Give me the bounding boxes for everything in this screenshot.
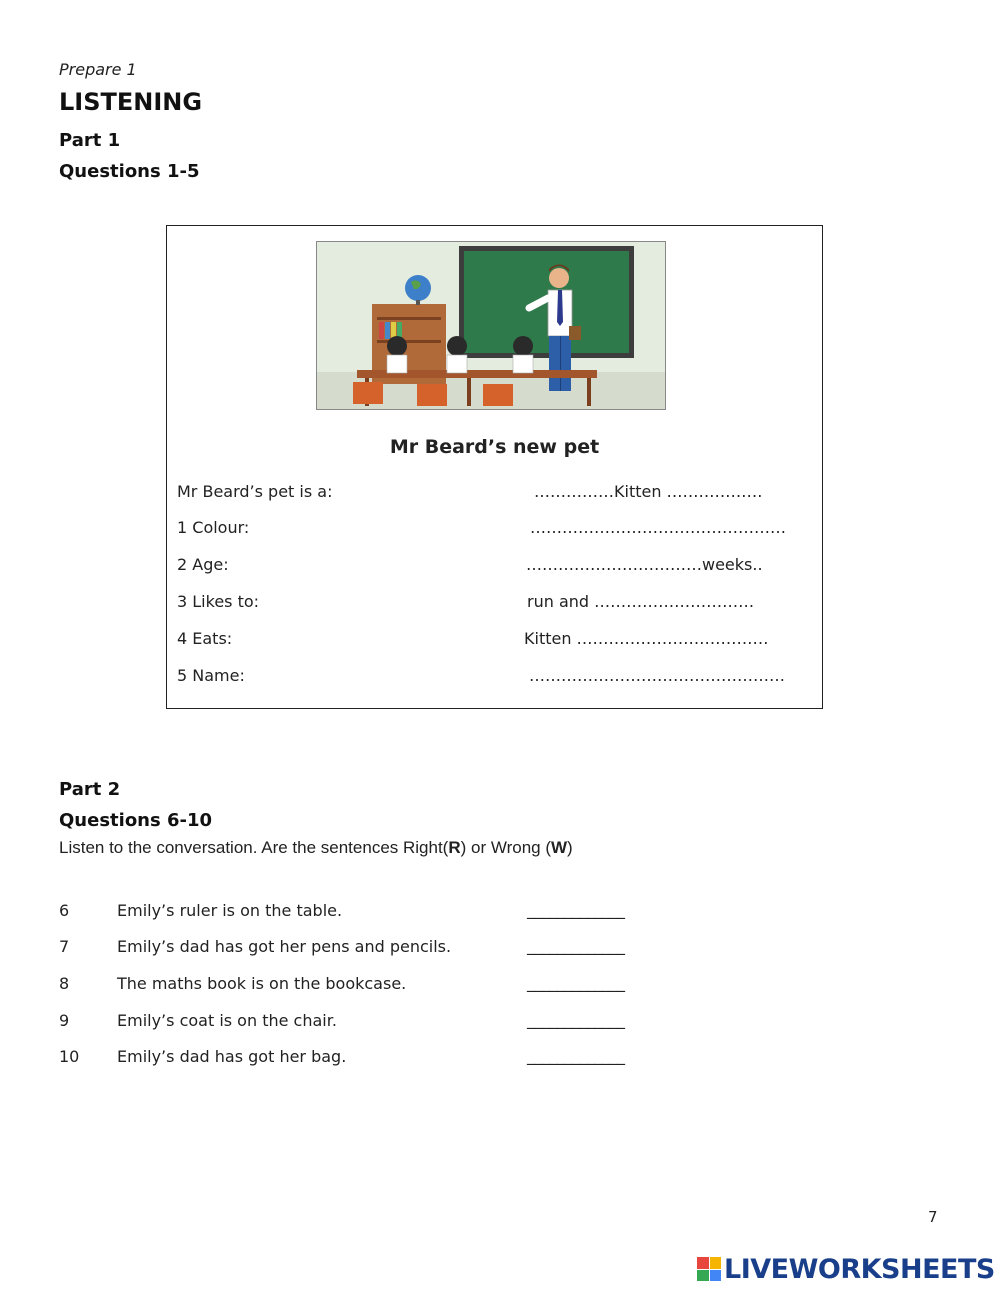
liveworksheets-logo bbox=[697, 1253, 995, 1285]
question-number: 6 bbox=[59, 901, 70, 920]
row-label: 2 Age: bbox=[177, 555, 229, 574]
part-1-heading: Part 1 bbox=[59, 130, 121, 151]
answer-blank-4[interactable]: Kitten ……………………………… bbox=[524, 629, 769, 648]
row-label: 5 Name: bbox=[177, 666, 245, 685]
instruction: Listen to the conversation. Are the sentences Right(R) or Wrong (W) bbox=[59, 838, 573, 857]
question-text: Emily’s ruler is on the table. bbox=[117, 901, 343, 920]
answer-blank-2[interactable]: ……………………………weeks.. bbox=[526, 555, 763, 574]
row-label: 1 Colour: bbox=[177, 518, 250, 537]
question-text: Emily’s dad has got her bag. bbox=[117, 1047, 347, 1066]
answer-blank-5[interactable]: ………………………………………… bbox=[529, 666, 785, 685]
answer-blank-1[interactable]: ………………………………………… bbox=[530, 518, 786, 537]
answer-line-6[interactable]: _____________ bbox=[527, 900, 625, 919]
question-number: 8 bbox=[59, 974, 70, 993]
prepare-label: Prepare 1 bbox=[59, 60, 137, 79]
answer-line-10[interactable]: _____________ bbox=[527, 1046, 625, 1065]
row-label: 3 Likes to: bbox=[177, 592, 260, 611]
section-title: LISTENING bbox=[59, 88, 203, 116]
logo-icon bbox=[697, 1257, 721, 1281]
question-number: 9 bbox=[59, 1011, 70, 1030]
page-number: 7 bbox=[928, 1208, 938, 1226]
answer-line-8[interactable]: _____________ bbox=[527, 973, 625, 992]
question-text: The maths book is on the bookcase. bbox=[117, 974, 407, 993]
question-number: 7 bbox=[59, 937, 70, 956]
row-label: 4 Eats: bbox=[177, 629, 233, 648]
answer-line-7[interactable]: _____________ bbox=[527, 936, 625, 955]
box-title: Mr Beard’s new pet bbox=[389, 436, 600, 458]
part-2-heading: Part 2 bbox=[59, 779, 121, 800]
questions-1-5-heading: Questions 1-5 bbox=[59, 161, 200, 182]
question-text: Emily’s dad has got her pens and pencils. bbox=[117, 937, 452, 956]
question-number: 10 bbox=[59, 1047, 80, 1066]
question-text: Emily’s coat is on the chair. bbox=[117, 1011, 337, 1030]
part-1-box bbox=[166, 225, 823, 709]
questions-6-10-heading: Questions 6-10 bbox=[59, 810, 213, 831]
row-label: Mr Beard’s pet is a: bbox=[177, 482, 333, 501]
answer-line-9[interactable]: _____________ bbox=[527, 1010, 625, 1029]
classroom-illustration bbox=[316, 241, 666, 410]
answer-blank-3[interactable]: run and ………………………… bbox=[527, 592, 755, 611]
example-answer: ……………Kitten ……………… bbox=[534, 482, 763, 501]
logo-text: LIVEWORKSHEETS bbox=[724, 1253, 995, 1285]
